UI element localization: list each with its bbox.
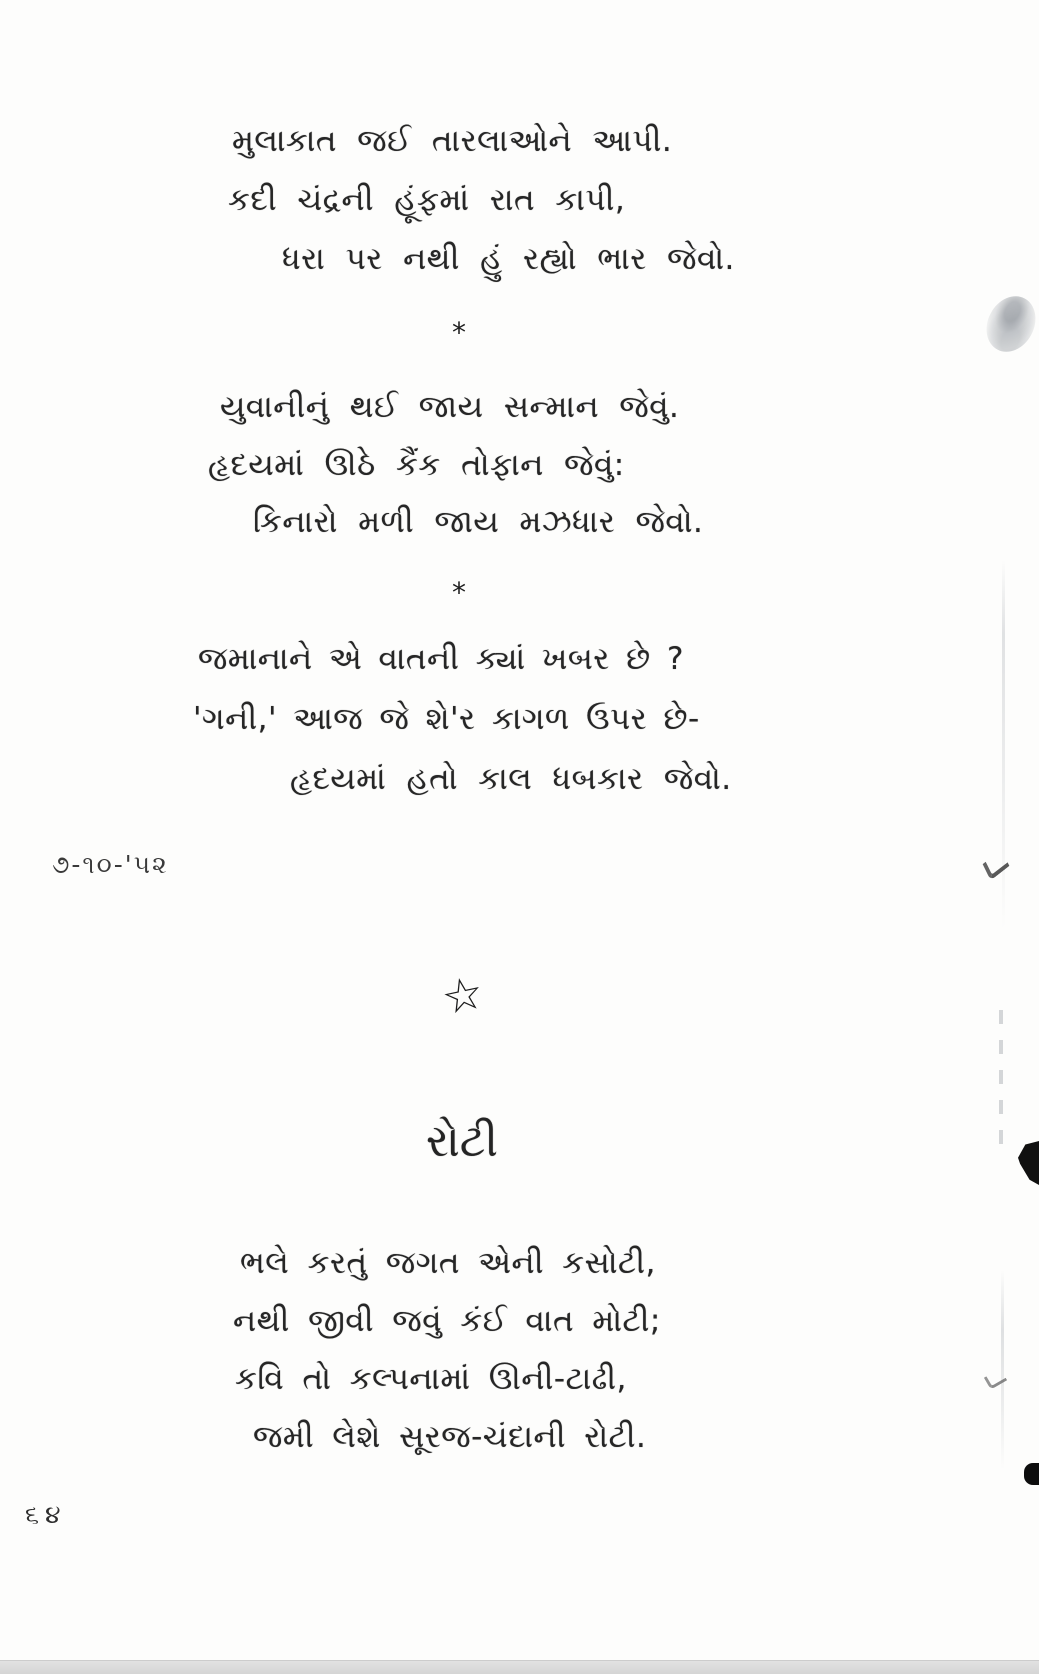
stanza-separator-asterisk: * xyxy=(452,576,466,609)
poem-line: કદી ચંદ્રની હૂંફમાં રાત કાપી, xyxy=(228,182,626,218)
composition-date: ૭-૧૦-'૫૨ xyxy=(52,850,169,879)
scan-smudge xyxy=(977,288,1039,361)
poem-line: મુલાકાત જઈ તારલાઓને આપી. xyxy=(232,123,673,159)
scan-crease xyxy=(1002,560,1005,930)
stanza-separator-asterisk: * xyxy=(452,316,466,349)
poem-line: ભલે કરતું જગત એની કસોટી, xyxy=(240,1245,656,1281)
poem-line: ધરા પર નથી હું રહ્યો ભાર જેવો. xyxy=(282,241,735,277)
scan-edge-shadow xyxy=(0,1660,1039,1674)
poem-line: જમાનાને એ વાતની ક્યાં ખબર છે ? xyxy=(198,641,684,677)
poem-title: રોટી xyxy=(426,1116,498,1167)
poem-line: નથી જીવી જવું કંઈ વાત મોટી; xyxy=(233,1303,661,1339)
poem-line: કિનારો મળી જાય મઝધાર જેવો. xyxy=(253,504,704,540)
poem-line: જમી લેશે સૂરજ-ચંદાની રોટી. xyxy=(253,1419,647,1455)
ink-speck xyxy=(983,849,1010,880)
page-number: ૬૪ xyxy=(25,1500,67,1529)
poem-line: હૃદયમાં હતો કાલ ધબકાર જેવો. xyxy=(290,761,732,797)
edge-ink-blot xyxy=(1024,1463,1039,1485)
poem-line: 'ગની,' આજ જે શે'ર કાગળ ઉપર છે- xyxy=(193,701,700,737)
edge-ink-blot xyxy=(1018,1141,1039,1185)
scan-crease xyxy=(999,1010,1003,1160)
poem-line: હૃદયમાં ઊઠે કૈંક તોફાન જેવું: xyxy=(208,447,625,483)
section-star-ornament: ☆ xyxy=(436,964,489,1026)
poem-line: યુવાનીનું થઈ જાય સન્માન જેવું. xyxy=(220,389,680,425)
poem-line: કવિ તો કલ્પનામાં ઊની-ટાઢી, xyxy=(235,1361,627,1397)
